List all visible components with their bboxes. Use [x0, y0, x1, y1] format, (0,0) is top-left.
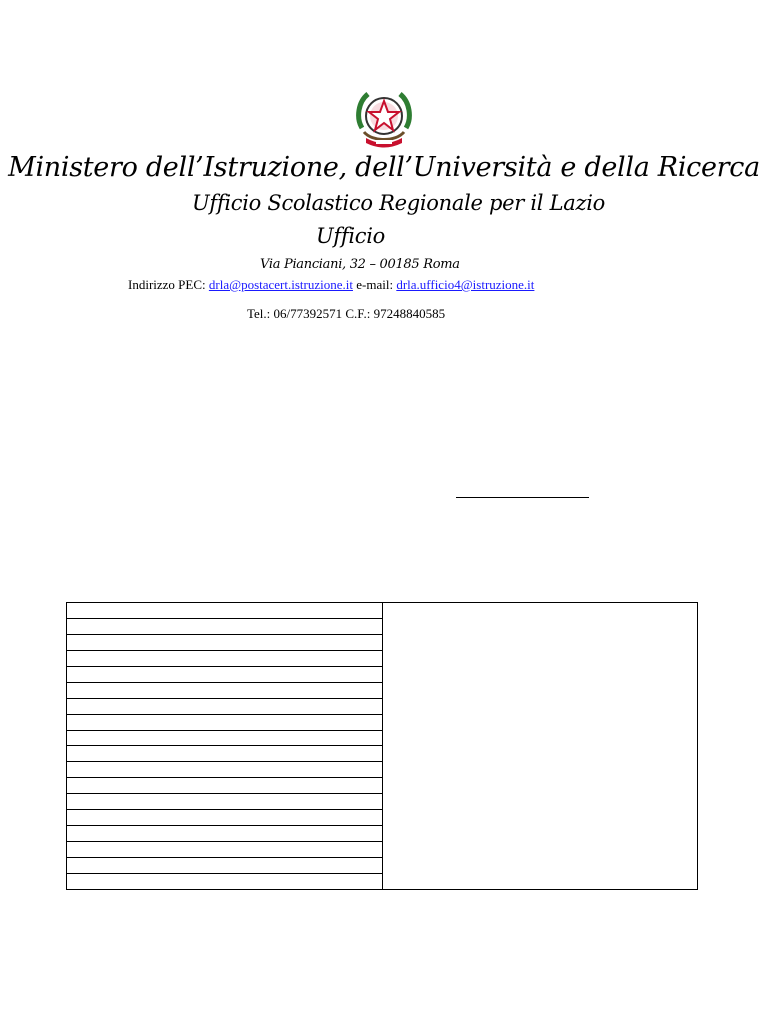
- form-table-left-column: [67, 603, 383, 889]
- table-row: [67, 699, 382, 715]
- signature-line: [456, 497, 589, 498]
- address: Via Pianciani, 32 – 00185 Roma: [260, 257, 460, 272]
- table-row: [67, 858, 382, 874]
- tel-cf-line: Tel.: 06/77392571 C.F.: 97248840585: [247, 306, 446, 321]
- table-row: [67, 762, 382, 778]
- table-row: [67, 635, 382, 651]
- table-row: [67, 731, 382, 747]
- table-row: [67, 810, 382, 826]
- office-title: Ufficio: [316, 224, 385, 248]
- pec-label: Indirizzo PEC:: [128, 277, 206, 292]
- table-row: [67, 842, 382, 858]
- table-row: [67, 651, 382, 667]
- table-row: [67, 667, 382, 683]
- regional-office-title: Ufficio Scolastico Regionale per il Lazio: [192, 191, 605, 215]
- table-row: [67, 746, 382, 762]
- email-link[interactable]: drla.ufficio4@istruzione.it: [396, 277, 535, 292]
- email-label: e-mail:: [356, 277, 394, 292]
- table-row: [67, 603, 382, 619]
- republic-emblem-icon: [354, 88, 414, 150]
- table-row: [67, 619, 382, 635]
- table-row: [67, 715, 382, 731]
- table-row: [67, 683, 382, 699]
- table-row: [67, 874, 382, 889]
- table-row: [67, 826, 382, 842]
- ministry-title: Ministero dell’Istruzione, dell’Università e della Ricerca: [8, 152, 760, 183]
- contact-line: [128, 277, 534, 293]
- table-row: [67, 778, 382, 794]
- form-table-right-column: [383, 603, 697, 889]
- form-table: [66, 602, 698, 890]
- table-row: [67, 794, 382, 810]
- pec-email-link[interactable]: drla@postacert.istruzione.it: [208, 277, 353, 292]
